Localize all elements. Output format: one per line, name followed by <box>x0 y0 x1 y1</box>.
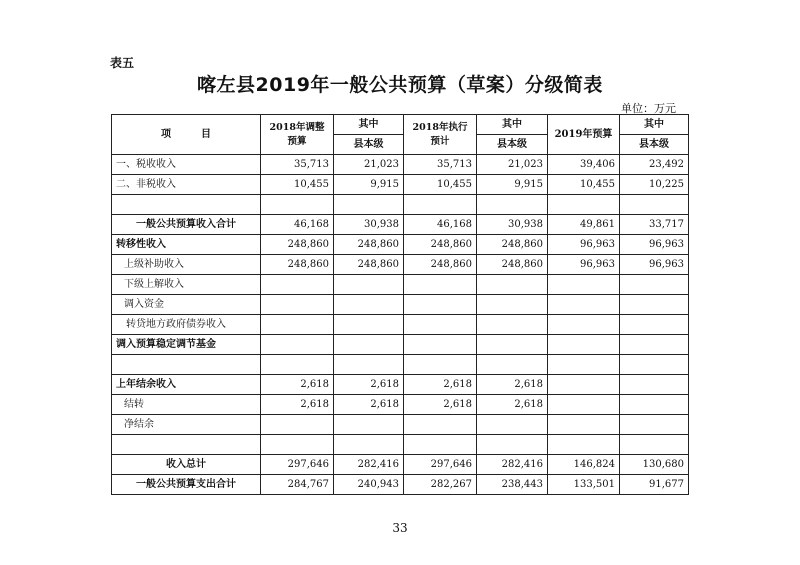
row-value <box>261 355 334 375</box>
row-value: 10,455 <box>404 175 477 195</box>
header-2018-executed-sub-top: 其中 <box>477 115 548 135</box>
row-value: 2,618 <box>334 395 404 415</box>
row-value: 2,618 <box>477 375 548 395</box>
row-value: 248,860 <box>261 235 334 255</box>
row-label: 结转 <box>112 395 261 415</box>
row-value: 10,225 <box>620 175 689 195</box>
row-value <box>404 415 477 435</box>
row-value <box>548 355 620 375</box>
row-value <box>620 395 689 415</box>
header-2018-adjusted-sub-top: 其中 <box>334 115 404 135</box>
row-label: 上级补助收入 <box>112 255 261 275</box>
row-value: 2,618 <box>334 375 404 395</box>
page-title: 喀左县2019年一般公共预算（草案）分级简表 <box>197 74 603 96</box>
row-value: 297,646 <box>261 455 334 475</box>
row-value <box>620 295 689 315</box>
row-value <box>334 315 404 335</box>
row-value: 2,618 <box>261 375 334 395</box>
unit-label: 单位：万元 <box>621 102 676 115</box>
row-label: 上年结余收入 <box>112 375 261 395</box>
row-value: 35,713 <box>261 155 334 175</box>
table-row <box>112 335 689 355</box>
row-value <box>261 435 334 455</box>
row-value <box>548 195 620 215</box>
header-2018-executed: 2018年执行预计 <box>404 115 477 155</box>
row-label: 下级上解收入 <box>112 275 261 295</box>
row-value: 39,406 <box>548 155 620 175</box>
table-row <box>112 215 689 235</box>
header-2019-budget-sub: 县本级 <box>620 135 689 155</box>
row-value: 33,717 <box>620 215 689 235</box>
table-header-row <box>112 115 689 135</box>
header-2018-adjusted-sub: 县本级 <box>334 135 404 155</box>
row-value <box>404 195 477 215</box>
row-value <box>548 295 620 315</box>
row-value <box>477 315 548 335</box>
row-value <box>620 275 689 295</box>
row-value: 9,915 <box>477 175 548 195</box>
table-body <box>112 155 689 495</box>
row-value <box>261 335 334 355</box>
row-value <box>548 335 620 355</box>
row-value: 2,618 <box>261 395 334 415</box>
row-value: 30,938 <box>477 215 548 235</box>
row-value: 30,938 <box>334 215 404 235</box>
row-value <box>261 295 334 315</box>
row-label <box>112 435 261 455</box>
row-value: 49,861 <box>548 215 620 235</box>
row-label: 净结余 <box>112 415 261 435</box>
row-value: 9,915 <box>334 175 404 195</box>
row-value: 284,767 <box>261 475 334 495</box>
row-value: 21,023 <box>477 155 548 175</box>
row-label <box>112 355 261 375</box>
row-value <box>334 435 404 455</box>
row-value <box>404 335 477 355</box>
row-value <box>548 315 620 335</box>
row-value: 248,860 <box>477 235 548 255</box>
row-label: 收入总计 <box>112 455 261 475</box>
row-value <box>620 435 689 455</box>
row-value <box>477 275 548 295</box>
table-row <box>112 195 689 215</box>
row-value: 21,023 <box>334 155 404 175</box>
row-label: 二、非税收入 <box>112 175 261 195</box>
header-2019-budget-sub-top: 其中 <box>620 115 689 135</box>
row-value <box>548 275 620 295</box>
row-value <box>548 395 620 415</box>
table-row <box>112 455 689 475</box>
row-value <box>404 295 477 315</box>
row-value <box>334 295 404 315</box>
row-value: 10,455 <box>261 175 334 195</box>
row-value <box>261 275 334 295</box>
row-value <box>620 335 689 355</box>
row-value: 248,860 <box>477 255 548 275</box>
table-row <box>112 375 689 395</box>
row-value <box>404 315 477 335</box>
row-value <box>404 275 477 295</box>
row-value: 130,680 <box>620 455 689 475</box>
row-value <box>477 295 548 315</box>
row-value <box>620 375 689 395</box>
row-value <box>477 415 548 435</box>
row-value <box>477 335 548 355</box>
table-row <box>112 315 689 335</box>
row-label: 一般公共预算收入合计 <box>112 215 261 235</box>
header-2019-budget: 2019年预算 <box>548 115 620 155</box>
row-value <box>404 355 477 375</box>
row-value <box>261 195 334 215</box>
row-value <box>334 355 404 375</box>
row-value: 238,443 <box>477 475 548 495</box>
header-item: 项 目 <box>112 115 261 155</box>
row-value: 23,492 <box>620 155 689 175</box>
row-value <box>620 195 689 215</box>
row-value <box>477 195 548 215</box>
row-value <box>548 435 620 455</box>
row-value: 248,860 <box>334 235 404 255</box>
row-value: 282,416 <box>477 455 548 475</box>
row-value <box>477 435 548 455</box>
row-value: 91,677 <box>620 475 689 495</box>
row-value <box>334 195 404 215</box>
table-row <box>112 395 689 415</box>
budget-table <box>111 114 689 495</box>
row-value: 248,860 <box>261 255 334 275</box>
table-row <box>112 275 689 295</box>
row-value <box>548 375 620 395</box>
row-value <box>620 415 689 435</box>
table-row <box>112 235 689 255</box>
table-row <box>112 475 689 495</box>
row-value: 96,963 <box>620 235 689 255</box>
table-row <box>112 175 689 195</box>
row-label: 转移性收入 <box>112 235 261 255</box>
row-value: 96,963 <box>620 255 689 275</box>
row-value: 96,963 <box>548 255 620 275</box>
row-value: 2,618 <box>404 395 477 415</box>
row-label <box>112 195 261 215</box>
header-2018-adjusted: 2018年调整预算 <box>261 115 334 155</box>
row-label: 一般公共预算支出合计 <box>112 475 261 495</box>
row-value: 133,501 <box>548 475 620 495</box>
row-value: 35,713 <box>404 155 477 175</box>
row-value: 240,943 <box>334 475 404 495</box>
row-value <box>334 335 404 355</box>
row-value: 297,646 <box>404 455 477 475</box>
row-label: 一、税收收入 <box>112 155 261 175</box>
header-2018-executed-sub: 县本级 <box>477 135 548 155</box>
row-value: 248,860 <box>334 255 404 275</box>
row-value: 10,455 <box>548 175 620 195</box>
row-value: 2,618 <box>477 395 548 415</box>
table-row <box>112 255 689 275</box>
table-row <box>112 295 689 315</box>
page-number: 33 <box>392 521 408 535</box>
row-value <box>620 355 689 375</box>
row-label: 调入预算稳定调节基金 <box>112 335 261 355</box>
row-value: 248,860 <box>404 235 477 255</box>
table-row <box>112 355 689 375</box>
row-value <box>261 315 334 335</box>
row-value <box>404 435 477 455</box>
row-value <box>334 415 404 435</box>
row-value <box>334 275 404 295</box>
row-value <box>261 415 334 435</box>
table-row <box>112 435 689 455</box>
row-label: 转贷地方政府债券收入 <box>112 315 261 335</box>
row-value <box>477 355 548 375</box>
row-value: 248,860 <box>404 255 477 275</box>
row-value: 282,267 <box>404 475 477 495</box>
row-value <box>620 315 689 335</box>
row-value: 2,618 <box>404 375 477 395</box>
table-row <box>112 415 689 435</box>
row-label: 调入资金 <box>112 295 261 315</box>
table-row <box>112 155 689 175</box>
row-value: 46,168 <box>404 215 477 235</box>
table-label: 表五 <box>110 56 135 70</box>
row-value <box>548 415 620 435</box>
row-value: 96,963 <box>548 235 620 255</box>
row-value: 146,824 <box>548 455 620 475</box>
row-value: 282,416 <box>334 455 404 475</box>
row-value: 46,168 <box>261 215 334 235</box>
